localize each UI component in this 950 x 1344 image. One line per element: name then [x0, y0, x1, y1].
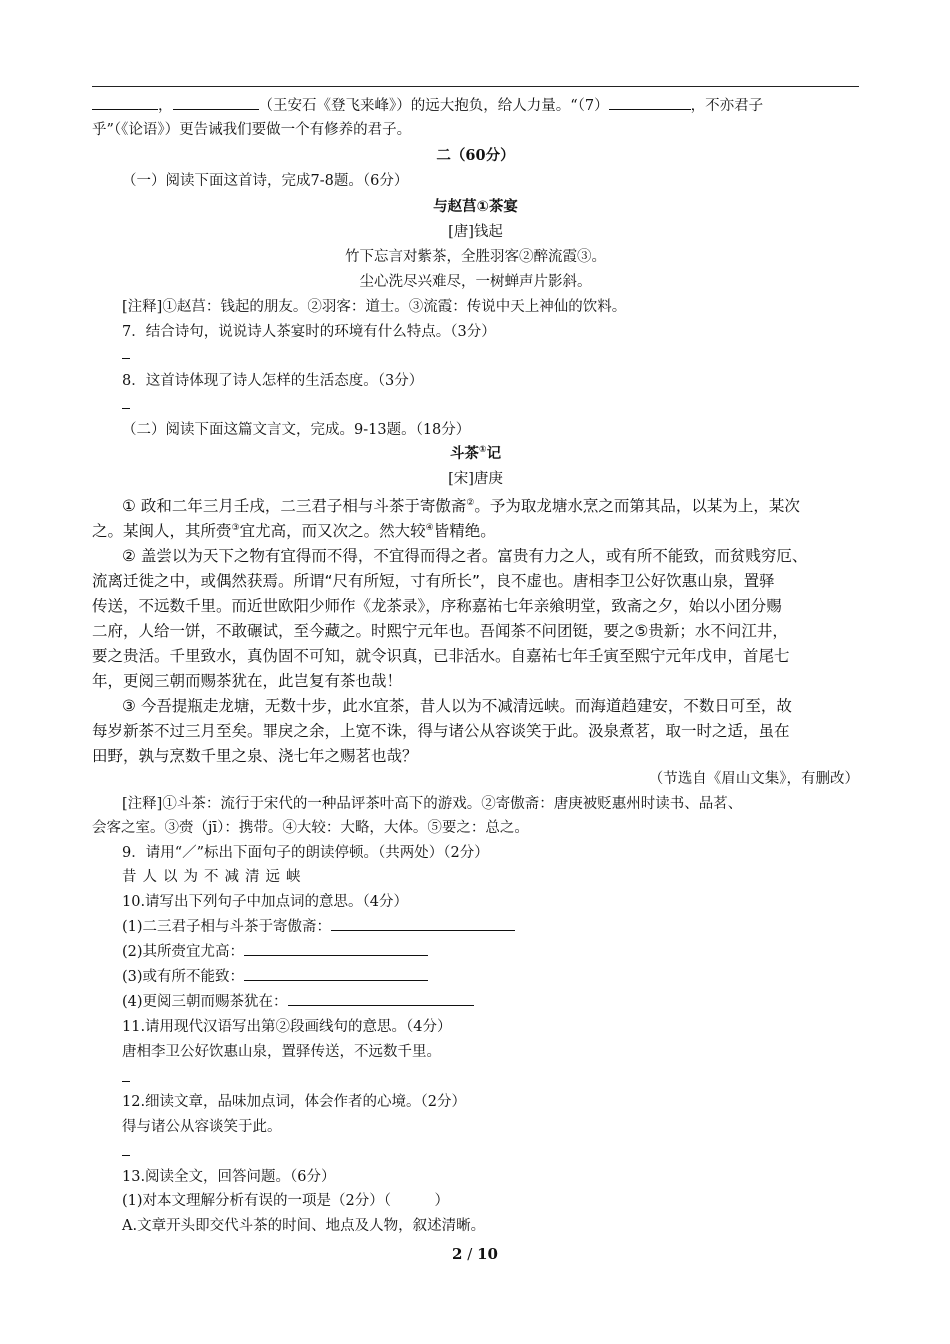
answer-area-8[interactable] — [122, 395, 889, 415]
poem-line-2: 尘心洗尽兴难尽，一树蝉声片影斜。 — [359, 274, 592, 290]
essay-p2-line3: 传送，不远数千里。而近世欧阳少师作《龙茶录》，序称嘉祐七年亲飨明堂，致斋之夕，始以小团分赐 — [92, 597, 782, 615]
top-line-1: ， （王安石《登飞来峰》）的远大抱负，给人力量。“（7） ，不亦君子 — [92, 95, 859, 116]
question-10-1: (1)二三君子相与斗茶于寄傲斋： — [122, 916, 889, 937]
essay-p2-line4: 二府，人给一饼，不敢碾试，至今藏之。时熙宁元年也。吾闻茶不问团铤，要之⑤贵新；水不问江井， — [92, 622, 788, 640]
answer-blank-10-2[interactable] — [244, 941, 428, 956]
essay-p2-line1: ② 盖尝以为天下之物有宜得而不得，不宜得而得之者。富贵有力之人，或有所不能致，而贫贱穷厄、 — [122, 547, 808, 565]
question-12-sentence: 得与诸公从容谈笑于此。 — [122, 1119, 282, 1135]
section-title: 二（60分） — [436, 147, 515, 164]
top-line-2: 乎”（《论语》）更告诫我们要做一个有修养的君子。 — [92, 122, 412, 138]
essay-p3-line1: ③ 今吾提瓶走龙塘，无数十步，此水宜茶，昔人以为不减清远峡。而海道趋建安，不数日可至，故 — [122, 697, 792, 715]
essay-p2-line5: 要之贵活。千里致水，真伪固不可知，就令识真，已非活水。自嘉祐七年壬寅至熙宁元年戊申，首尾七 — [92, 647, 790, 665]
essay-notes-line1: [注释]①斗茶：流行于宋代的一种品评茶叶高下的游戏。②寄傲斋：唐庚被贬惠州时读书、品茗、 — [122, 796, 743, 812]
part1-intro: （一）阅读下面这首诗，完成7-8题。（6分） — [122, 173, 409, 189]
question-10-2: (2)其所赍宜尤高： — [122, 941, 889, 962]
answer-area-11[interactable] — [122, 1068, 889, 1088]
answer-blank-5[interactable] — [92, 95, 158, 110]
answer-blank-6[interactable] — [173, 95, 259, 110]
part2-intro: （二）阅读下面这篇文言文，完成。9-13题。（18分） — [122, 422, 471, 438]
essay-p2-line2: 流离迁徙之中，或偶然获焉。所谓“尺有所短，寸有所长”，良不虚也。唐相李卫公好饮惠山泉，置驿 — [92, 572, 775, 590]
essay-title: 斗茶①记 — [449, 445, 502, 462]
essay-p3-line3: 田野，孰与烹数千里之泉、浇七年之赐茗也哉？ — [92, 747, 418, 765]
essay-p1-line2: 之。某闽人，其所赍③宜尤高，而又次之。然大较④皆精绝。 — [92, 522, 496, 540]
essay-p3-line2: 每岁新茶不过三月至矣。罪戾之余，上宽不诛，得与诸公从容谈笑于此。汲泉煮茗，取一时之适，虽在 — [92, 722, 790, 740]
essay-p2-line6: 年，更阅三朝而赐茶犹在，此岂复有茶也哉！ — [92, 672, 403, 690]
answer-blank-10-1[interactable] — [331, 916, 515, 931]
question-10-4: (4)更阅三朝而赐茶犹在： — [122, 991, 889, 1012]
essay-source: （节选自《眉山文集》，有删改） — [648, 771, 859, 787]
question-9: 9．请用“／”标出下面句子的朗读停顿。（共两处）（2分） — [122, 845, 489, 861]
essay-notes-line2: 会客之室。③赍（jī）：携带。④大较：大略，大体。⑤要之：总之。 — [92, 820, 529, 836]
question-8: 8．这首诗体现了诗人怎样的生活态度。（3分） — [122, 373, 424, 389]
question-11: 11.请用现代汉语写出第②段画线句的意思。（4分） — [122, 1019, 452, 1035]
answer-blank-10-4[interactable] — [288, 991, 474, 1006]
poem-author: [唐]钱起 — [448, 224, 503, 240]
answer-blank-10-3[interactable] — [244, 966, 428, 981]
question-10: 10.请写出下列句子中加点词的意思。（4分） — [122, 894, 409, 910]
essay-p1-line1: ① 政和二年三月壬戌，二三君子相与斗茶于寄傲斋②。予为取龙塘水烹之而第其品，以某为上，某次 — [122, 497, 800, 515]
question-11-sentence: 唐相李卫公好饮惠山泉，置驿传送，不远数千里。 — [122, 1044, 441, 1060]
question-12: 12.细读文章，品味加点词，体会作者的心境。（2分） — [122, 1094, 467, 1110]
poem-title: 与赵莒①茶宴 — [433, 199, 518, 215]
answer-area-7[interactable] — [122, 345, 889, 365]
question-13-option-a[interactable]: A.文章开头即交代斗茶的时间、地点及人物，叙述清晰。 — [122, 1218, 486, 1234]
header-rule — [92, 86, 859, 87]
question-9-sentence[interactable]: 昔人以为不减清远峡 — [122, 869, 307, 885]
answer-blank-7[interactable] — [609, 95, 691, 110]
essay-author: [宋]唐庚 — [448, 471, 503, 487]
question-13: 13.阅读全文，回答问题。（6分） — [122, 1169, 336, 1185]
question-13-1[interactable]: (1)对本文理解分析有误的一项是（2分）（ ） — [122, 1193, 450, 1209]
question-10-3: (3)或有所不能致： — [122, 966, 889, 987]
poem-line-1: 竹下忘言对紫茶，全胜羽客②醉流霞③。 — [345, 249, 606, 265]
page-number: 2 / 10 — [452, 1245, 498, 1263]
answer-area-12[interactable] — [122, 1142, 889, 1162]
poem-notes: [注释]①赵莒：钱起的朋友。②羽客：道士。③流霞：传说中天上神仙的饮料。 — [122, 299, 627, 315]
question-7: 7．结合诗句，说说诗人茶宴时的环境有什么特点。（3分） — [122, 324, 496, 340]
